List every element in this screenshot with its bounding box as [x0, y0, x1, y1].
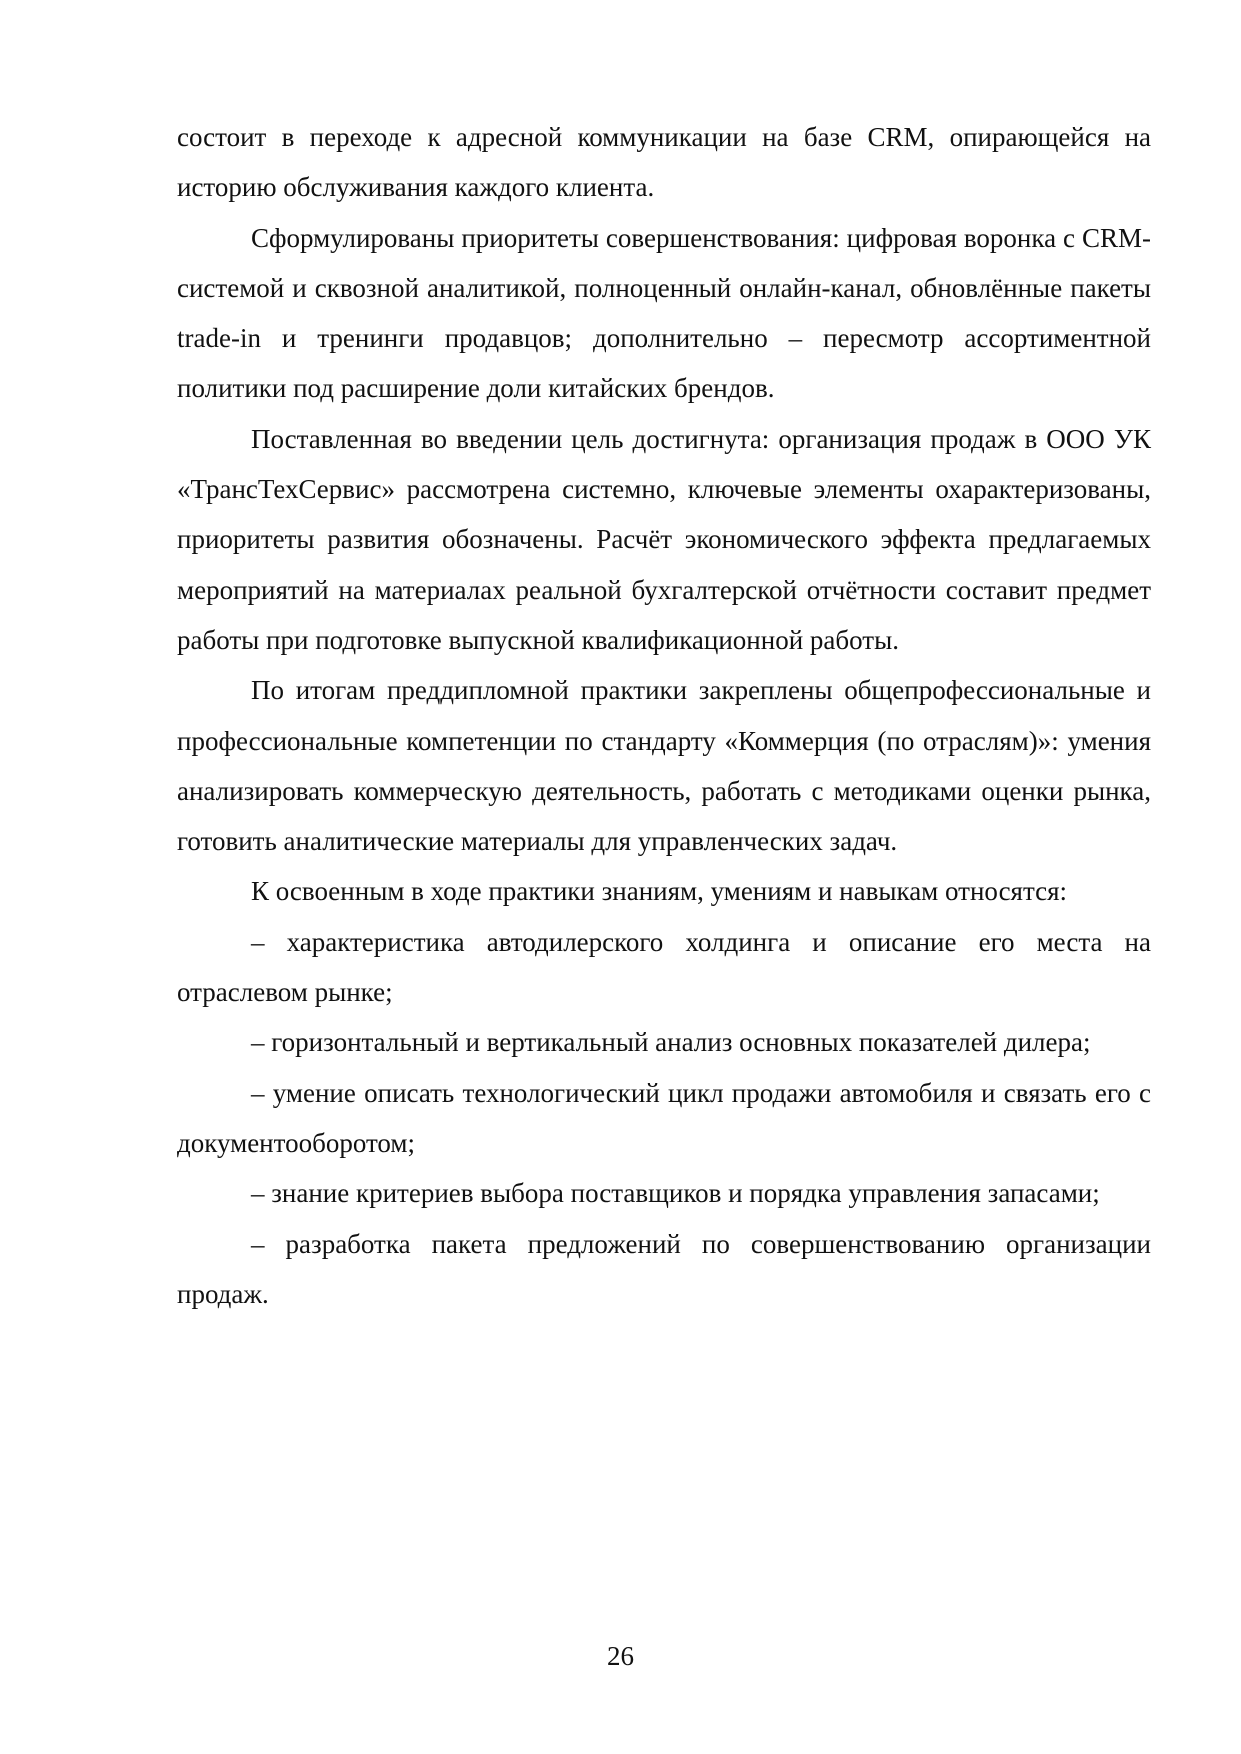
list-item-sales-cycle: – умение описать технологический цикл продажи автомобиля и связать его с документооборотом;	[177, 1077, 1151, 1158]
paragraph-crm-continuation: состоит в переходе к адресной коммуникации на базе CRM, опирающейся на историю обслуживания каждого клиента.	[177, 122, 1151, 203]
list-item-dealer-analysis: – горизонтальный и вертикальный анализ основных показателей дилера;	[251, 1027, 1091, 1058]
paragraph-improvement-priorities: Сформулированы приоритеты совершенствования: цифровая воронка с CRM-системой и сквозной аналитикой, полноценный онлайн-канал, обновлённые пакеты trade-in и тренинги продавцов; дополнительно – пересмотр ассортиментной политики под расширение доли китайских брендов.	[177, 222, 1151, 404]
paragraph-competencies: По итогам преддипломной практики закреплены общепрофессиональные и профессиональные компетенции по стандарту «Коммерция (по отраслям)»: умения анализировать коммерческую деятельность, работать с методиками оценки рынка, готовить аналитические материалы для управленческих задач.	[177, 675, 1151, 857]
list-item-supplier-criteria: – знание критериев выбора поставщиков и порядка управления запасами;	[251, 1178, 1100, 1209]
page-number: 26	[607, 1641, 634, 1671]
paragraph-skills-intro: К освоенным в ходе практики знаниям, умениям и навыкам относятся:	[251, 876, 1068, 907]
list-item-improvement-proposals: – разработка пакета предложений по совершенствованию организации продаж.	[177, 1228, 1151, 1309]
list-item-holding-characteristics: – характеристика автодилерского холдинга и описание его места на отраслевом рынке;	[177, 926, 1151, 1008]
page-body	[177, 112, 1151, 1319]
paragraph-goal-achieved: Поставленная во введении цель достигнута: организация продаж в ООО УК «ТрансТехСервис» рассмотрена системно, ключевые элементы охарактеризованы, приоритеты развития обозначены. Расчёт экономического эффекта предлагаемых мероприятий на материалах реальной бухгалтерской отчётности составит предмет работы при подготовке выпускной квалификационной работы.	[177, 423, 1151, 655]
